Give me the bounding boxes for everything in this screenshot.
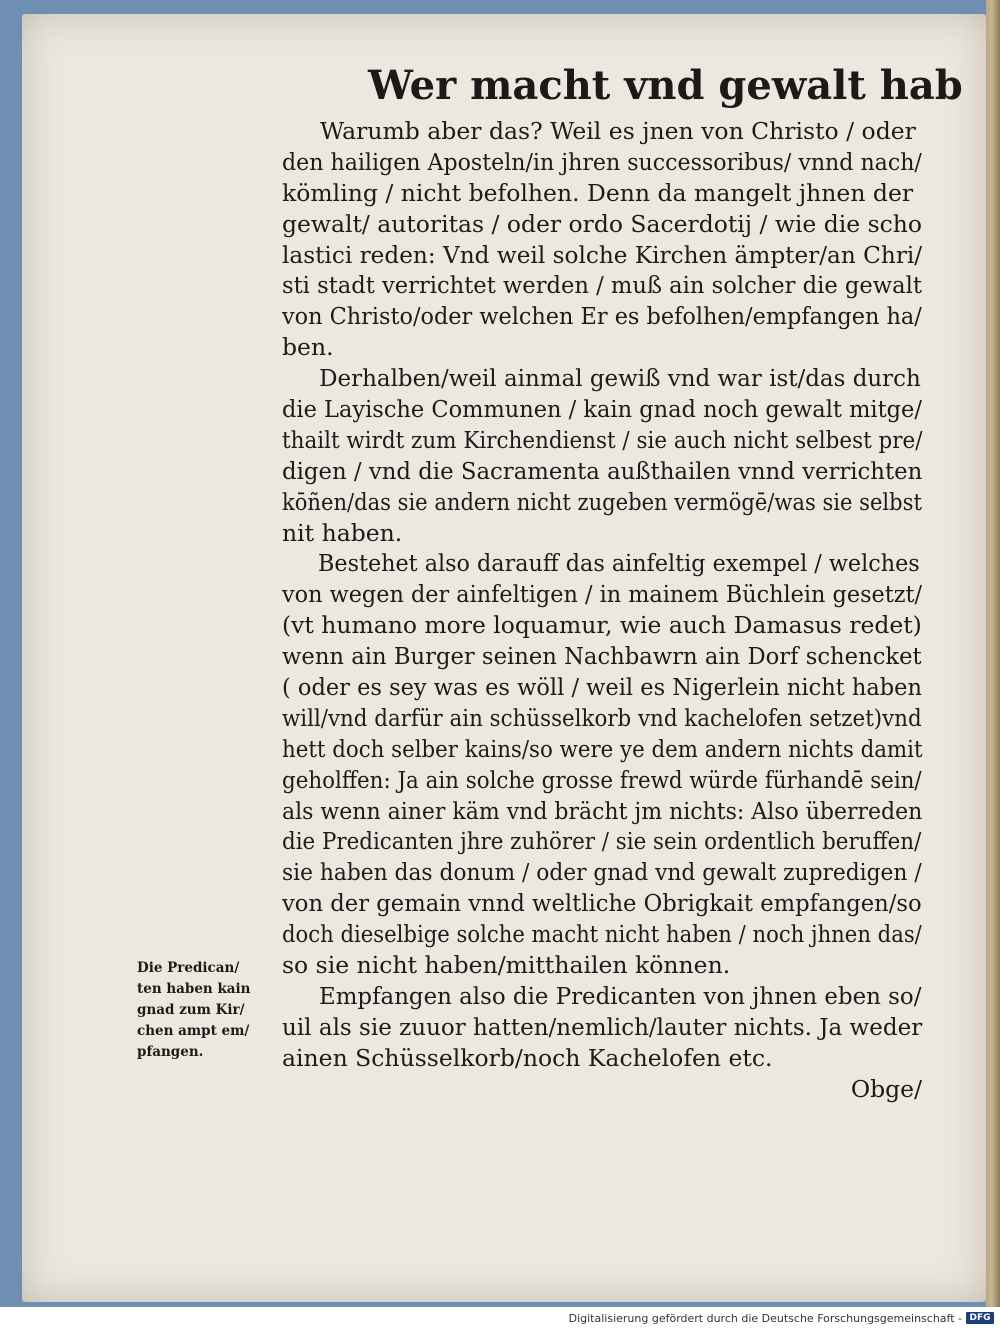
marginal-note-line: Die Predican/ — [137, 960, 240, 976]
text-line: Obge/ — [850, 1074, 922, 1103]
text-line: sti stadt verrichtet werden / muß ain solcher die gewalt — [282, 271, 922, 300]
text-line: Warumb aber das? Weil es jnen von Christo / oder — [320, 117, 916, 145]
text-line: sie haben das donum / oder gnad vnd gewalt zupredigen / — [282, 858, 922, 887]
text-line: hett doch selber kains/so were ye dem andern nichts damit — [282, 734, 923, 763]
marginal-note-line: chen ampt em/ — [137, 1023, 250, 1039]
marginal-note-line: ten haben kain — [137, 981, 251, 997]
text-line: ainen Schüsselkorb/noch Kachelofen etc. — [282, 1043, 773, 1072]
dfg-logo: DFG — [966, 1312, 994, 1324]
text-line: als wenn ainer käm vnd brächt jm nichts: Also überreden — [282, 796, 923, 825]
funding-credit: Digitalisierung gefördert durch die Deutsche Forschungsgemeinschaft - — [568, 1312, 962, 1325]
main-text-block — [282, 116, 922, 1105]
text-line: geholffen: Ja ain solche grosse frewd würde fürhandē sein/ — [282, 765, 922, 794]
text-line: kōñen/das sie andern nicht zugeben vermögē/was sie selbst — [282, 487, 922, 516]
text-line: ben. — [282, 333, 334, 362]
running-header: Wer macht vnd gewalt hab — [368, 62, 963, 109]
text-line: uil als sie zuuor hatten/nemlich/lauter nichts. Ja weder — [282, 1012, 923, 1041]
text-line: wenn ain Burger seinen Nachbawrn ain Dorf schencket — [282, 642, 922, 671]
text-line: von Christo/oder welchen Er es befolhen/empfangen ha/ — [282, 302, 922, 331]
text-line: gewalt/ autoritas / oder ordo Sacerdotij / wie die scho — [282, 209, 923, 238]
text-line: digen / vnd die Sacramenta außthailen vnnd verrichten — [282, 456, 923, 485]
text-line: (vt humano more loquamur, wie auch Damasus redet) — [282, 611, 922, 640]
marginal-note-line: gnad zum Kir/ — [137, 1002, 245, 1018]
text-line: kömling / nicht befolhen. Denn da mangelt jhnen der — [282, 178, 914, 207]
footer-bar — [0, 1307, 1000, 1329]
text-line: nit haben. — [282, 518, 403, 547]
text-line: die Layische Communen / kain gnad noch gewalt mitge/ — [282, 395, 922, 424]
marginal-note — [137, 958, 285, 1063]
text-line: von wegen der ainfeltigen / in mainem Büchlein gesetzt/ — [282, 580, 923, 609]
marginal-note-line: pfangen. — [137, 1044, 204, 1060]
book-edge — [986, 0, 1000, 1307]
text-line: von der gemain vnnd weltliche Obrigkait empfangen/so — [282, 889, 922, 918]
text-line: Bestehet also darauff das ainfeltig exempel / welches — [318, 549, 920, 578]
text-line: so sie nicht haben/mitthailen können. — [282, 951, 731, 980]
text-line: doch dieselbige solche macht nicht haben / noch jhnen das/ — [282, 920, 922, 949]
text-line: lastici reden: Vnd weil solche Kirchen ämpter/an Chri/ — [282, 240, 923, 269]
text-line: den hailigen Aposteln/in jhren successoribus/ vnnd nach/ — [282, 147, 922, 176]
text-line: die Predicanten jhre zuhörer / sie sein ordentlich beruffen/ — [282, 827, 922, 856]
text-line: thailt wirdt zum Kirchendienst / sie auch nicht selbest pre/ — [282, 425, 923, 454]
text-line: ( oder es sey was es wöll / weil es Nigerlein nicht haben — [282, 673, 922, 702]
text-line: Derhalben/weil ainmal gewiß vnd war ist/das durch — [319, 364, 921, 393]
text-line: will/vnd darfür ain schüsselkorb vnd kachelofen setzet)vnd — [282, 703, 922, 732]
text-line: Empfangen also die Predicanten von jhnen eben so/ — [319, 981, 922, 1010]
